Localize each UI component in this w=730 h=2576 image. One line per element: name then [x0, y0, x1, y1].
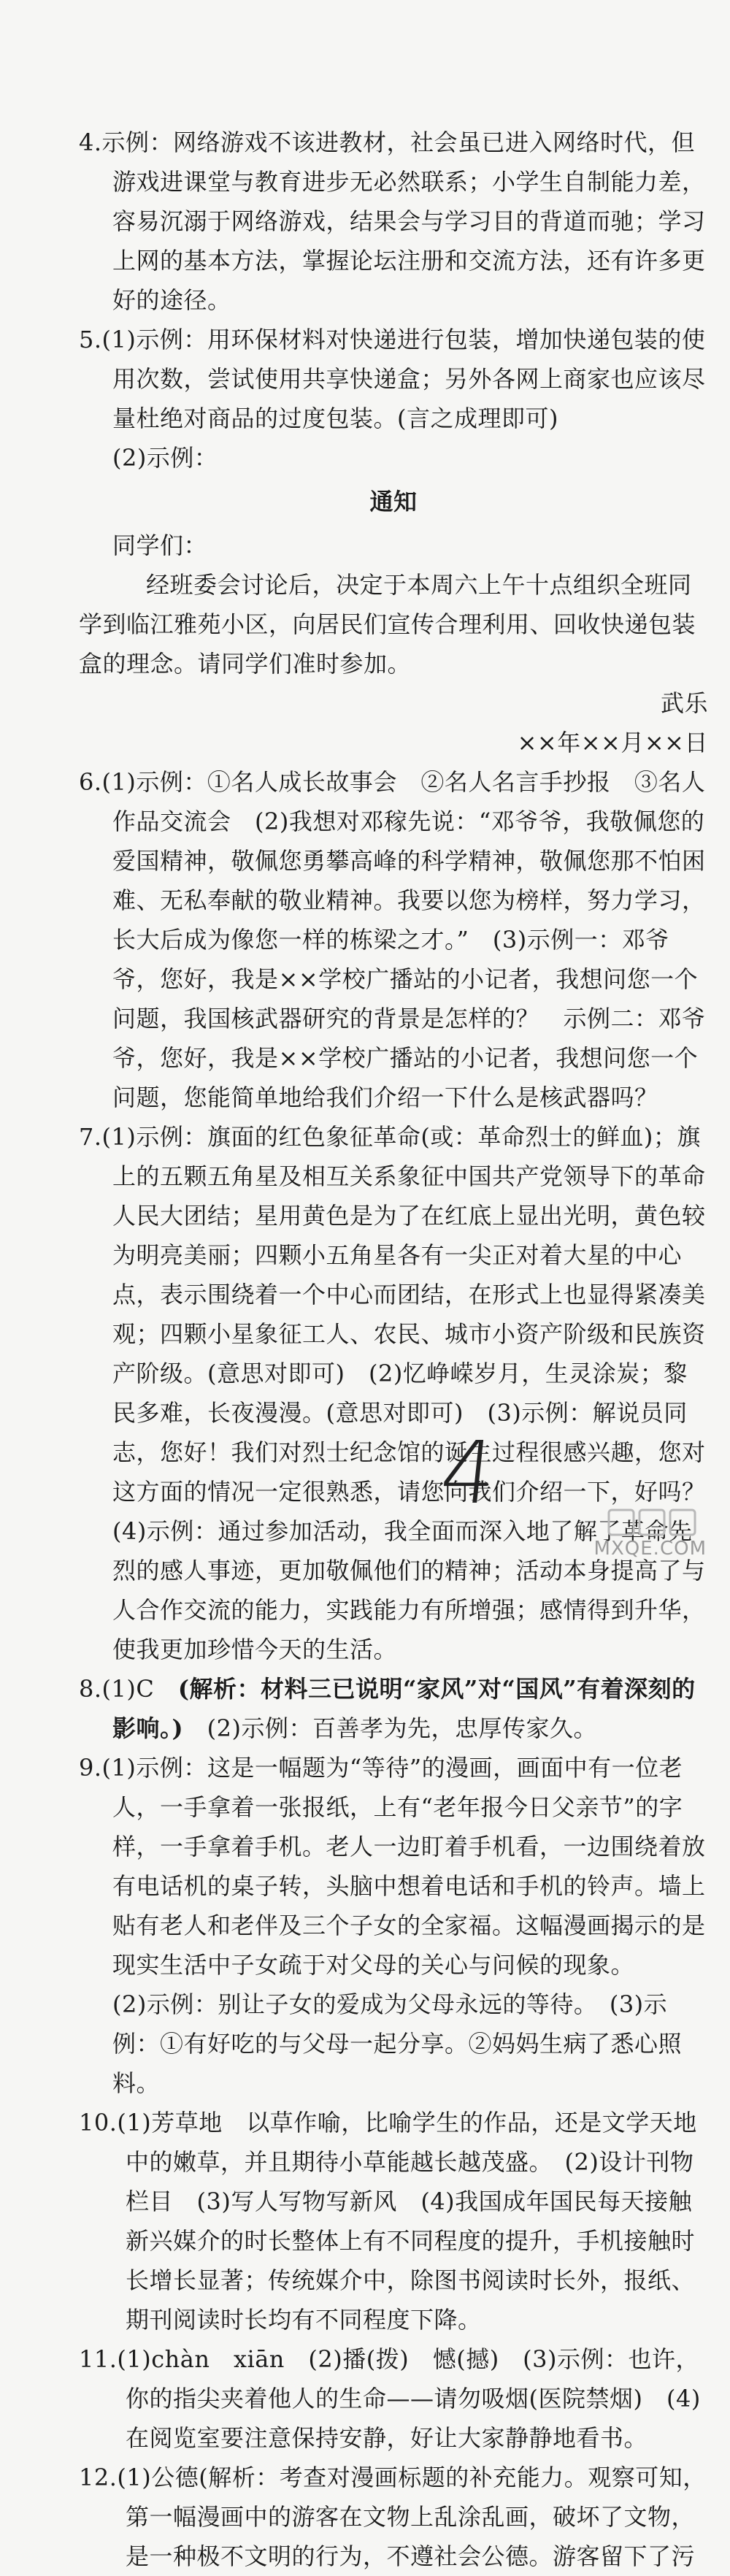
notice-body: 经班委会讨论后，决定于本周六上午十点组织全班同学到临江雅苑小区，向居民们宣传合理利用、回收快递包装盒的理念。请同学们准时参加。 — [79, 571, 696, 678]
notice-title: 通知 — [369, 488, 418, 515]
answer-q12: 12.(1)公德(解析：考查对漫画标题的补充能力。观察可知，第一幅漫画中的游客在文物上乱涂乱画，破坏了文物，是一种极不文明的行为，不遵社会公德。游客留下了污 — [79, 2464, 707, 2570]
answer-q10: 10.(1)芳草地 以草作喻，比喻学生的作品，还是文学天地中的嫩草，并且期待小草能越长越茂盛。 (2)设计刊物栏目 (3)写人写物写新风 (4)我国成年国民每天接触新兴媒介的时长整体上有不同程度的提升，手机接触时长增长显著；传统媒介中，除图书阅读时长外，报纸、期刊阅读时长均有不同程度下降。 — [79, 2109, 697, 2334]
answer-content — [79, 123, 730, 2576]
answer-q6: 6.(1)示例：①名人成长故事会 ②名人名言手抄报 ③名人作品交流会 (2)我想对邓稼先说：“邓爷爷，我敬佩您的爱国精神，敬佩您勇攀高峰的科学精神，敬佩您那不怕困难、无私奉献的敬业精神。我要以您为榜样，努力学习，长大后成为像您一样的栋梁之才。” (3)示例一：邓爷爷，您好，我是××学校广播站的小记者，我想问您一个问题，我国核武器研究的背景是怎样的？ 示例二：邓爷爷，您好，我是××学校广播站的小记者，我想问您一个问题，您能简单地给我们介绍一下什么是核武器吗？ — [79, 768, 706, 1111]
notice-greeting: 同学们： — [112, 532, 208, 559]
answer-q9-part2: (2)示例：别让子女的爱成为父母永远的等待。 (3)示例：①有好吃的与父母一起分享。②妈妈生病了悉心照料。 — [112, 1990, 683, 2097]
notice-signature: 武乐 — [660, 689, 708, 717]
q8-part2: (2)示例：百善孝为先，忠厚传家久。 — [183, 1714, 597, 1742]
answer-q5-part1: 5.(1)示例：用环保材料对快递进行包装，增加快递包装的使用次数，尝试使用共享快递盒；另外各网上商家也应该尽量杜绝对商品的过度包装。(言之成理即可) — [79, 326, 706, 432]
answer-q4: 4.示例：网络游戏不该进教材，社会虽已进入网络时代，但游戏进课堂与教育进步无必然联系；小学生自制能力差，容易沉溺于网络游戏，结果会与学习目的背道而驰；学习上网的基本方法，掌握论坛注册和交流方法，还有许多更好的途径。 — [79, 129, 706, 314]
q8-choice: 8.(1)C — [79, 1675, 178, 1703]
answer-q7: 7.(1)示例：旗面的红色象征革命(或：革命烈士的鲜血)；旗上的五颗五角星及相互关系象征中国共产党领导下的革命人民大团结；星用黄色是为了在红底上显出光明，黄色较为明亮美丽；四颗小五角星各有一尖正对着大星的中心点，表示围绕着一个中心而团结，在形式上也显得紧凑美观；四颗小星象征工人、农民、城市小资产阶级和民族资产阶级。(意思对即可) (2)忆峥嵘岁月，生灵涂炭；黎民多难，长夜漫漫。(意思对即可) (3)示例：解说员同志，您好！我们对烈士纪念馆的诞生过程很感兴趣，您对这方面的情况一定很熟悉，请您向我们介绍一下，好吗？ (4)示例：通过参加活动，我全面而深入地了解了革命先烈的感人事迹，更加敬佩他们的精神；活动本身提高了与人合作交流的能力，实践能力有所增强；感情得到升华，使我更加珍惜今天的生活。 — [79, 1123, 730, 1663]
handwritten-page-number: 4 — [435, 1422, 502, 1523]
watermark-text: MXQE.COM — [593, 1538, 707, 1560]
answer-q8 — [79, 1669, 708, 1748]
answer-q11: 11.(1)chàn xiān (2)播(拨) 憾(撼) (3)示例：也许，你的指尖夹着他人的生命——请勿吸烟(医院禁烟) (4)在阅览室要注意保持安静，好让大家静静地看书。 — [79, 2345, 701, 2452]
answer-q9-part1: 9.(1)示例：这是一幅题为“等待”的漫画，画面中有一位老人，一手拿着一张报纸，上有“老年报今日父亲节”的字样，一手拿着手机。老人一边盯着手机看，一边围绕着放有电话机的桌子转，头脑中想着电话和手机的铃声。墙上贴有老人和老伴及三个子女的全家福。这幅漫画揭示的是现实生活中子女疏于对父母的关心与问候的现象。 — [79, 1754, 706, 1979]
watermark-logo — [593, 1506, 720, 1564]
q8-analysis: (解析：材料三已说明“家风”对“国风”有着深刻的影响。) — [112, 1675, 696, 1742]
notice-date: ××年××月××日 — [517, 729, 708, 756]
answer-q5-part2: (2)示例： — [112, 444, 218, 472]
